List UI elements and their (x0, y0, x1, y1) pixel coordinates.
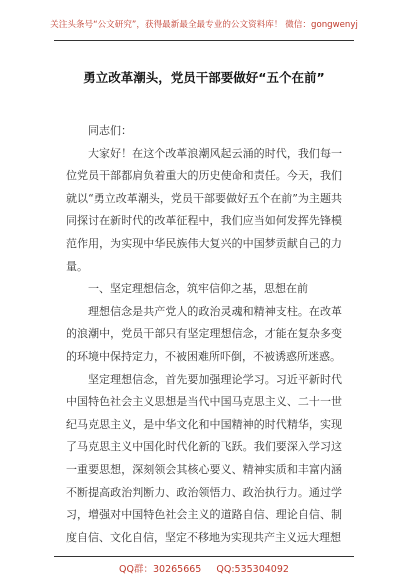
footer-divider (54, 556, 354, 557)
header-divider (54, 40, 354, 41)
document-body (66, 120, 342, 549)
salutation: 同志们： (88, 124, 132, 137)
intro-paragraph: 大家好！在这个改革浪潮风起云涌的时代，我们每一位党员干部都肩负着重大的历史使命和责任。今天，我们就以“勇立改革潮头，党员干部要做好五个在前”为主题共同探讨在新时代的改革征程中，我们应当如何发挥先锋模范作用，为实现中华民族伟大复兴的中国梦贡献自己的力量。 (66, 146, 342, 273)
header-notice: 关注头条号“公文研究”，获得最新最全最专业的公文资料库！ 微信：gongwenyj (50, 20, 358, 30)
section-paragraph-2: 坚定理想信念，首先要加强理论学习。习近平新时代中国特色社会主义思想是当代中国马克思主义、二十一世纪马克思主义，是中华文化和中国精神的时代精华，实现了马克思主义中国化时代化新的飞跃。我们要深入学习这一重要思想，深刻领会其核心要义、精神实质和丰富内涵不断提高政治判断力、政治领悟力、政治执行力。通过学习，增强对中国特色社会主义的道路自信、理论自信、制度自信、文化自信，坚定不移地为实现共产主义远大理想 (66, 372, 342, 544)
section-heading: 一、坚定理想信念，筑牢信仰之基，思想在前 (88, 282, 308, 296)
footer-qq: QQ:535304092 (216, 564, 289, 575)
section-paragraph-1: 理想信念是共产党人的政治灵魂和精神支柱。在改革的浪潮中，党员干部只有坚定理想信念，才能在复杂多变的环境中保持定力，不被困难所吓倒，不被诱惑所迷惑。 (66, 304, 342, 363)
footer-qq-group: QQ群：30265665 (119, 564, 202, 575)
document-title: 勇立改革潮头，党员干部要做好“五个在前” (83, 70, 325, 85)
footer (0, 561, 408, 575)
